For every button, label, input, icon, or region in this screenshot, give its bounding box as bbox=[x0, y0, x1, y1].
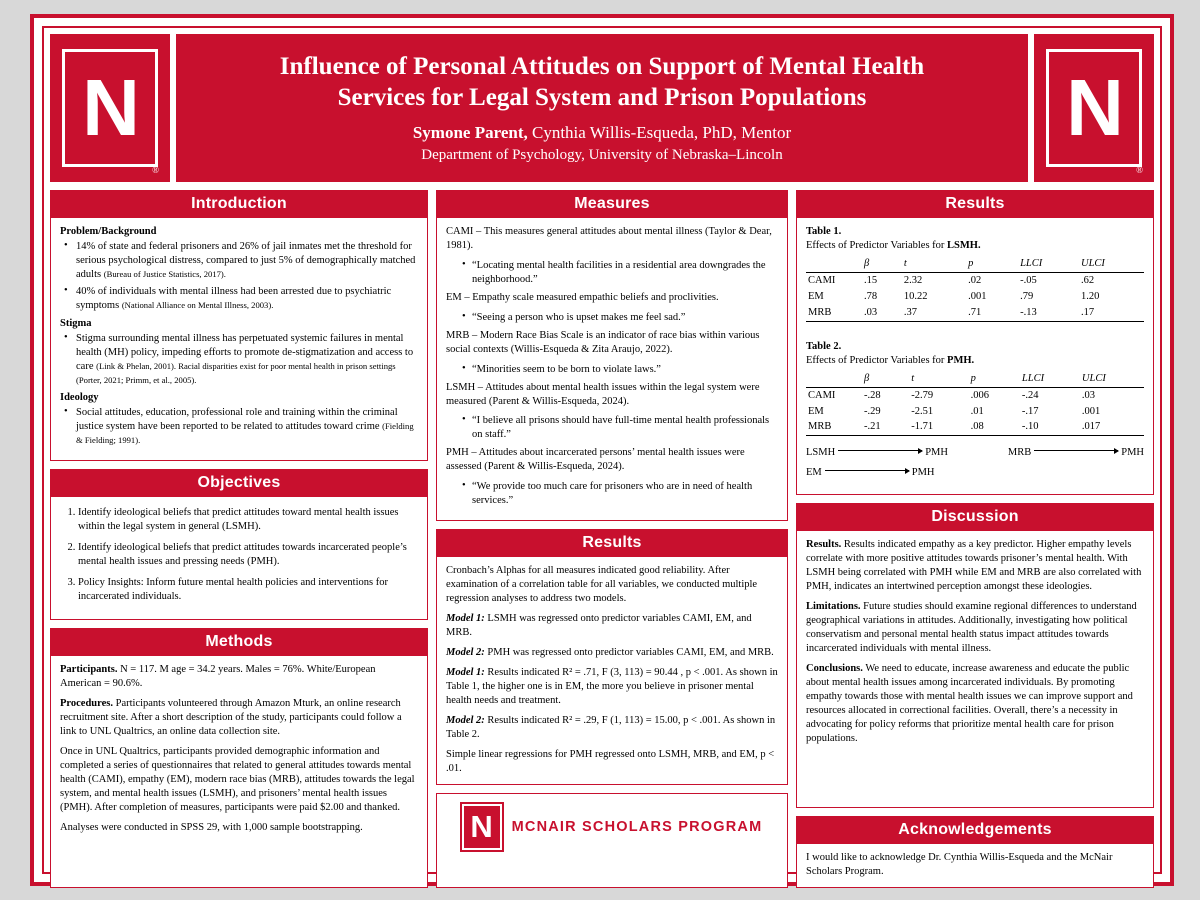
model1-label: Model 1: bbox=[446, 613, 485, 625]
discussion-limitations-text: Future studies should examine regional differences to understand geographical variations in attitudes. Additionally, investigating how political conservatism and personal mental health status impact attitudes towards incarcerated individuals with mental illness. bbox=[806, 601, 1137, 655]
table-cell: MRB bbox=[806, 419, 862, 435]
bullet-citation: (Fielding & Fielding; 1991). bbox=[76, 421, 414, 446]
table-col-p: p bbox=[969, 371, 1020, 387]
table-cell: CAMI bbox=[808, 389, 836, 401]
table-col-t: t bbox=[902, 256, 966, 272]
panel-acknowledgements bbox=[796, 816, 1154, 888]
measures-body bbox=[437, 218, 787, 520]
list-item bbox=[74, 240, 418, 282]
table-cell: .02 bbox=[968, 274, 982, 286]
table2-title: Table 2. bbox=[806, 340, 842, 352]
path-to-label: PMH bbox=[1121, 447, 1144, 459]
table-header-row bbox=[806, 371, 1144, 387]
table-row bbox=[806, 289, 1144, 305]
unl-logo-left bbox=[50, 34, 170, 182]
table-col-beta: β bbox=[862, 371, 909, 387]
list-item: • “Minorities seem to be born to violate laws.” bbox=[472, 363, 778, 377]
measure-description: LSMH – Attitudes about mental health issues within the legal system were measured (Parent & Willis-Esqueda, 2024). bbox=[446, 381, 760, 407]
table-col-blank bbox=[806, 371, 862, 387]
table-cell: 1.20 bbox=[1080, 290, 1100, 302]
table-cell: .03 bbox=[862, 305, 902, 321]
objectives-list bbox=[60, 506, 418, 604]
table2-subtitle bbox=[806, 354, 1144, 368]
panel-heading-discussion: Discussion bbox=[797, 504, 1153, 531]
table-header-row bbox=[806, 256, 1144, 272]
results-text-body bbox=[437, 557, 787, 783]
discussion-conclusions-label: Conclusions. bbox=[806, 662, 863, 674]
table-col-t: t bbox=[909, 371, 968, 387]
bullet-text: Social attitudes, education, professional role and training within the criminal justice system have been reported to be related to attitudes toward crime bbox=[76, 407, 398, 433]
results-model-2-result bbox=[446, 714, 778, 742]
table-row bbox=[806, 419, 1144, 435]
table-cell: .03 bbox=[1081, 389, 1096, 401]
table1-title: Table 1. bbox=[806, 226, 842, 237]
panel-discussion bbox=[796, 503, 1154, 808]
table-col-llci: LLCI bbox=[1020, 371, 1080, 387]
bullet-text: 14% of state and federal prisoners and 26% of jail inmates met the threshold for serious psychological distress, compared to just 5% of demographically matched adults bbox=[76, 240, 416, 280]
discussion-limitations bbox=[806, 600, 1144, 656]
discussion-conclusions-text: We need to educate, increase awareness and educate the public about mental health issues among incarcerated individuals. By promoting empathy towards those with mental health issues we can improve support and resources allocated in correctional facilities. Overall, there’s a necessity in advocating for policy reforms that prioritize mental health care for prison populations. bbox=[806, 662, 1133, 744]
table-cell: -1.71 bbox=[909, 419, 968, 435]
measure-example bbox=[458, 480, 778, 508]
table-cell: .78 bbox=[864, 290, 878, 302]
table-col-llci: LLCI bbox=[1018, 256, 1079, 272]
measure-example bbox=[458, 363, 778, 377]
list-item: • “Locating mental health facilities in a residential area downgrades the neighborhood.” bbox=[472, 259, 778, 287]
table-cell: -2.51 bbox=[911, 405, 934, 417]
intro-bullets-problem bbox=[60, 240, 418, 313]
model2-result-label: Model 2: bbox=[446, 714, 485, 726]
methods-body bbox=[51, 656, 427, 842]
panel-heading-acknowledgements: Acknowledgements bbox=[797, 817, 1153, 844]
bullet-citation: (Link & Phelan, 2001). Racial disparities exist for poor mental health in prison settings (Porter, 2021; Primm, et al., 2005). bbox=[76, 360, 396, 385]
participants-text: N = 117. M age = 34.2 years. Males = 76%. White/European American = 90.6%. bbox=[60, 664, 376, 689]
registered-mark: ® bbox=[152, 165, 159, 175]
mcnair-label: MCNAIR SCHOLARS PROGRAM bbox=[511, 818, 763, 835]
unl-n-icon: N bbox=[1046, 49, 1142, 167]
table-cell: -.28 bbox=[864, 389, 881, 401]
path-row-1 bbox=[806, 446, 1144, 460]
discussion-body bbox=[797, 531, 1153, 753]
table-spacer bbox=[806, 322, 1144, 340]
model1-result-label: Model 1: bbox=[446, 666, 485, 678]
results-model-1-result bbox=[446, 666, 778, 708]
measure-description: PMH – Attitudes about incarcerated persons’ mental health issues were assessed (Parent & Willis-Esqueda, 2024). bbox=[446, 447, 745, 473]
table-row bbox=[806, 387, 1144, 403]
participants-label: Participants. bbox=[60, 664, 118, 676]
panel-methods bbox=[50, 628, 428, 888]
column-right bbox=[796, 190, 1154, 888]
list-item: • “Seeing a person who is upset makes me feel sad.” bbox=[472, 311, 778, 325]
path-from-label: MRB bbox=[1007, 447, 1032, 459]
panel-heading-methods: Methods bbox=[51, 629, 427, 656]
table2-subtitle-outcome: PMH. bbox=[947, 354, 975, 366]
panel-heading-results: Results bbox=[437, 530, 787, 557]
table-cell: .15 bbox=[864, 274, 878, 286]
table2-subtitle-text: Effects of Predictor Variables for bbox=[806, 354, 948, 366]
arrow-right-icon bbox=[825, 470, 909, 471]
table1-subtitle-outcome: LSMH. bbox=[947, 239, 981, 251]
table-cell: -.17 bbox=[1021, 405, 1039, 417]
results-model-2 bbox=[446, 646, 778, 660]
column-left bbox=[50, 190, 428, 888]
results-paragraph-1: Cronbach’s Alphas for all measures indicated good reliability. After examination of a correlation table for all variables, we conducted multiple regression analyses to address two models. bbox=[446, 565, 758, 605]
arrow-right-icon bbox=[838, 450, 922, 451]
registered-mark: ® bbox=[1136, 165, 1143, 175]
table-cell: .71 bbox=[966, 305, 1018, 321]
list-item bbox=[74, 332, 418, 388]
measure-example bbox=[458, 311, 778, 325]
panel-results-text bbox=[436, 529, 788, 784]
introduction-body bbox=[51, 218, 427, 460]
list-item: 1. Identify ideological beliefs that predict attitudes toward mental health issues within the legal system in general (LSMH). bbox=[78, 506, 418, 534]
methods-participants bbox=[60, 663, 418, 691]
model1-result-text: Results indicated R² = .71, F (3, 113) = 90.44 , p < .001. As shown in Table 1, the higher one is in EM, the more you believe in prisoner mental health needs and treatment. bbox=[446, 666, 778, 706]
title-block bbox=[176, 34, 1028, 182]
title-line-2: Services for Legal System and Prison Populations bbox=[337, 83, 867, 111]
model2-result-text: Results indicated R² = .29, F (1, 113) = 15.00, p < .001. As shown in Table 2. bbox=[446, 714, 776, 740]
discussion-results-label: Results. bbox=[806, 539, 842, 551]
table-cell: -2.79 bbox=[911, 389, 934, 401]
panel-objectives bbox=[50, 469, 428, 620]
list-item bbox=[74, 285, 418, 313]
methods-procedures bbox=[60, 697, 418, 739]
intro-subheading-ideology: Ideology bbox=[60, 392, 99, 404]
table-cell: .006 bbox=[970, 389, 989, 401]
arrow-right-icon bbox=[1034, 450, 1118, 451]
table-col-ulci: ULCI bbox=[1080, 371, 1144, 387]
bullet-citation: (National Alliance on Mental Illness, 2003). bbox=[121, 299, 274, 310]
table-predictor-pmh bbox=[806, 371, 1144, 437]
bullet-citation: (Bureau of Justice Statistics, 2017). bbox=[103, 268, 226, 279]
table-cell: .79 bbox=[1020, 290, 1034, 302]
table-cell: -.10 bbox=[1020, 419, 1080, 435]
panel-results-tables bbox=[796, 190, 1154, 495]
measure-description: MRB – Modern Race Bias Scale is an indicator of race bias within various social contexts (Willis-Esqueda & Zita Araujo, 2022). bbox=[446, 329, 760, 355]
table-cell: -.29 bbox=[864, 405, 881, 417]
table-col-blank bbox=[806, 256, 862, 272]
discussion-results-text: Results indicated empathy as a key predictor. Higher empathy levels correlate with more positive attitudes towards prisoner’s mental health. With LSMH being correlated with PMH while EM and MRB are also correlated with PMH, indicates an intertwined perception amongst these ideologies. bbox=[806, 539, 1142, 593]
model1-text: LSMH was regressed onto predictor variables CAMI, EM, and MRB. bbox=[446, 613, 752, 639]
authors bbox=[413, 123, 791, 143]
intro-subheading-problem: Problem/Background bbox=[60, 226, 157, 237]
methods-paragraph-3: Once in UNL Qualtrics, participants provided demographic information and completed a series of questionnaires that related to general attitudes towards mental health (CAMI), empathy (EM), modern race bias (MRB), attitudes towards the legal system, and mental health issues (LSMH), and prisoners’ mental health issues (PMH). After completion of measures, participants were paid $2.00 and thanked. bbox=[60, 745, 415, 813]
path-diagram bbox=[806, 446, 1144, 480]
poster bbox=[30, 14, 1174, 886]
results-paragraph-last: Simple linear regressions for PMH regressed onto LSMH, MRB, and EM, p < .01. bbox=[446, 748, 775, 774]
table-cell: EM bbox=[808, 405, 824, 417]
column-middle bbox=[436, 190, 788, 888]
panel-heading-objectives: Objectives bbox=[51, 470, 427, 497]
table-cell: .08 bbox=[969, 419, 1020, 435]
measure-description: CAMI – This measures general attitudes about mental illness (Taylor & Dear, 1981). bbox=[446, 226, 772, 251]
table-cell: .01 bbox=[970, 405, 984, 417]
table-col-ulci: ULCI bbox=[1079, 256, 1144, 272]
acknowledgements-body bbox=[797, 844, 1153, 887]
table-row bbox=[806, 404, 1144, 420]
intro-bullets-ideology bbox=[60, 406, 418, 448]
list-item bbox=[74, 406, 418, 448]
path-to-label: PMH bbox=[925, 447, 948, 459]
path-mrb-pmh bbox=[1008, 446, 1144, 460]
methods-paragraph-4: Analyses were conducted in SPSS 29, with 1,000 sample bootstrapping. bbox=[60, 821, 363, 833]
path-row-2 bbox=[806, 466, 1144, 480]
table-cell: .017 bbox=[1080, 419, 1144, 435]
discussion-limitations-label: Limitations. bbox=[806, 601, 861, 613]
discussion-results bbox=[806, 538, 1144, 594]
list-item: • “I believe all prisons should have full-time mental health professionals on staff.” bbox=[472, 414, 778, 442]
path-lsmh-pmh bbox=[806, 446, 948, 460]
list-item: • “We provide too much care for prisoners who are in need of health services.” bbox=[472, 480, 778, 508]
table-cell: -.24 bbox=[1021, 389, 1039, 401]
table-cell: .62 bbox=[1080, 274, 1095, 286]
model2-label: Model 2: bbox=[446, 646, 485, 658]
author-primary: Symone Parent, bbox=[412, 123, 528, 142]
table-row bbox=[806, 272, 1144, 288]
title-line-1: Influence of Personal Attitudes on Support of Mental Health bbox=[279, 53, 925, 80]
poster-columns bbox=[50, 190, 1154, 888]
table-predictor-lsmh bbox=[806, 256, 1144, 322]
path-em-pmh bbox=[806, 466, 935, 480]
measure-example bbox=[458, 414, 778, 442]
table-cell: 2.32 bbox=[903, 274, 923, 286]
panel-heading-measures: Measures bbox=[437, 191, 787, 218]
list-item: 3. Policy Insights: Inform future mental health policies and interventions for incarcerated individuals. bbox=[78, 576, 418, 604]
table-cell: MRB bbox=[806, 305, 862, 321]
list-item: 2. Identify ideological beliefs that predict attitudes towards incarcerated people’s mental health issues and pressing needs (PMH). bbox=[78, 541, 418, 569]
page-title bbox=[280, 52, 924, 113]
path-from-label: EM bbox=[806, 467, 822, 479]
department-line: Department of Psychology, University of Nebraska–Lincoln bbox=[421, 147, 783, 163]
procedures-label: Procedures. bbox=[60, 697, 113, 709]
table-cell: CAMI bbox=[808, 274, 836, 286]
discussion-conclusions bbox=[806, 662, 1144, 746]
table-cell: -.21 bbox=[862, 419, 909, 435]
panel-measures bbox=[436, 190, 788, 521]
mcnair-logo-row bbox=[437, 804, 787, 850]
table-cell: -.05 bbox=[1020, 274, 1037, 286]
intro-bullets-stigma bbox=[60, 332, 418, 388]
table1-subtitle-text: Effects of Predictor Variables for bbox=[806, 239, 948, 251]
table-cell: EM bbox=[808, 290, 824, 302]
measure-description: EM – Empathy scale measured empathic beliefs and proclivities. bbox=[446, 291, 719, 303]
measure-example bbox=[458, 259, 778, 287]
results-model-1 bbox=[446, 612, 778, 640]
poster-header bbox=[50, 34, 1154, 182]
acknowledgements-text: I would like to acknowledge Dr. Cynthia Willis-Esqueda and the McNair Scholars Program. bbox=[806, 852, 1113, 878]
objectives-body bbox=[51, 497, 427, 619]
path-from-label: LSMH bbox=[806, 447, 836, 459]
intro-subheading-stigma: Stigma bbox=[60, 317, 92, 329]
table-cell: .17 bbox=[1079, 305, 1144, 321]
unl-logo-right bbox=[1034, 34, 1154, 182]
table-col-p: p bbox=[966, 256, 1018, 272]
mcnair-scholars-logo bbox=[436, 793, 788, 888]
panel-introduction bbox=[50, 190, 428, 461]
bullet-text: 40% of individuals with mental illness had been arrested due to psychiatric symptoms bbox=[76, 285, 392, 311]
author-mentor: Cynthia Willis-Esqueda, PhD, Mentor bbox=[527, 123, 792, 142]
bullet-text: Stigma surrounding mental illness has perpetuated systemic failures in mental health (MH) policy, impeding efforts to promote de-stigmatization and access to care bbox=[76, 332, 414, 372]
panel-heading-results-tables: Results bbox=[797, 191, 1153, 218]
table-cell: -.13 bbox=[1018, 305, 1079, 321]
table-cell: 10.22 bbox=[903, 290, 928, 302]
path-to-label: PMH bbox=[911, 467, 935, 479]
table1-subtitle bbox=[806, 239, 1144, 253]
table-row bbox=[806, 305, 1144, 321]
panel-heading-introduction: Introduction bbox=[51, 191, 427, 218]
table-cell: .001 bbox=[1081, 405, 1101, 417]
table-cell: .001 bbox=[968, 290, 987, 302]
model2-text: PMH was regressed onto predictor variables CAMI, EM, and MRB. bbox=[484, 646, 774, 658]
table-cell: .37 bbox=[902, 305, 966, 321]
unl-n-icon: N bbox=[462, 804, 502, 850]
unl-n-icon: N bbox=[62, 49, 158, 167]
procedures-text: Participants volunteered through Amazon Mturk, an online research recruitment site. After a short description of the study, participants could follow a link to UNL Qualtrics, an online data collection site. bbox=[60, 697, 402, 737]
poster-inner-border bbox=[42, 26, 1162, 878]
results-tables-body bbox=[797, 218, 1153, 494]
table-col-beta: β bbox=[862, 256, 902, 272]
